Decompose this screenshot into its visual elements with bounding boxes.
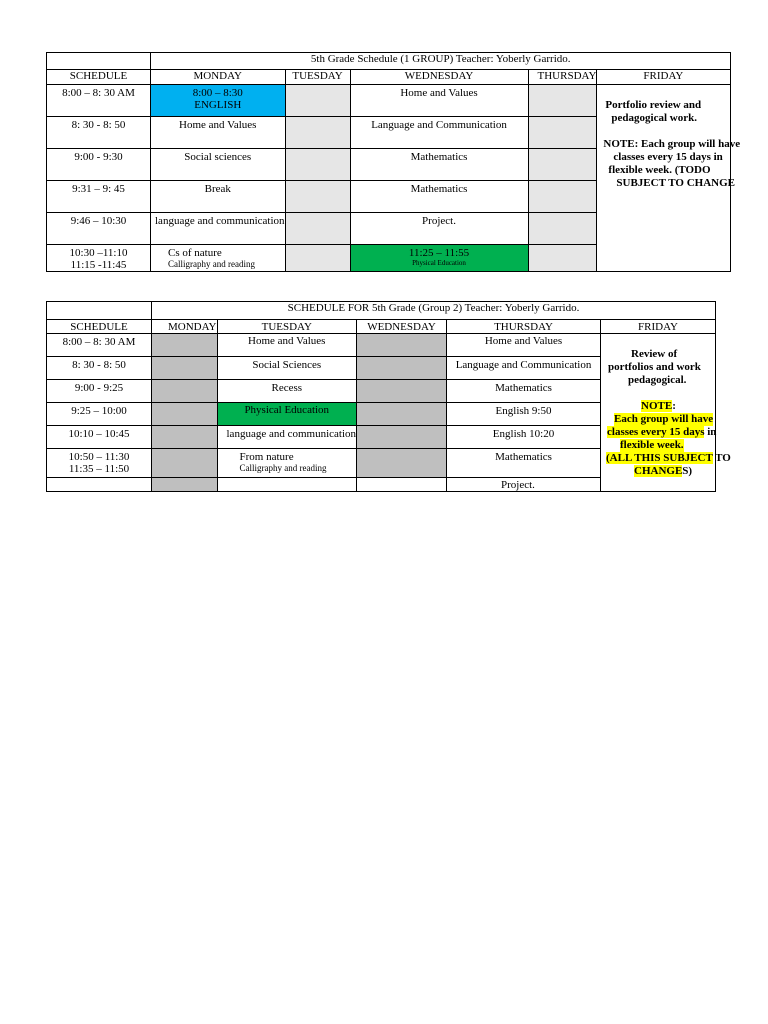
header-wednesday: WEDNESDAY — [350, 70, 528, 85]
time-line2: 11:15 -11:45 — [70, 259, 127, 271]
time-cell: 10:10 – 10:45 — [47, 426, 152, 449]
tuesday-pe-cell: Physical Education — [217, 403, 357, 426]
thursday-blank-cell — [528, 85, 597, 117]
monday-cell: Social sciences — [151, 149, 286, 181]
corner-cell — [47, 53, 151, 70]
monday-blank-cell — [152, 403, 218, 426]
header-monday: MONDAY — [152, 320, 218, 334]
tuesday-blank-cell — [285, 213, 350, 245]
header-schedule: SCHEDULE — [47, 320, 152, 334]
time-cell — [47, 449, 152, 478]
note-label-text: NOTE — [641, 400, 673, 412]
schedule-table-group1 — [46, 52, 741, 272]
note-line3: flexible week. — [620, 439, 684, 451]
tuesday-blank-cell — [285, 245, 350, 272]
thursday-cell: Project. — [447, 478, 601, 492]
monday-blank-cell — [152, 426, 218, 449]
tuesday-blank-cell — [285, 149, 350, 181]
note-line2 — [607, 426, 716, 439]
thursday-cell: Mathematics — [447, 449, 601, 478]
time-cell: 9:31 – 9: 45 — [47, 181, 151, 213]
tuesday-cell — [217, 449, 357, 478]
pe-time: 11:25 – 11:55 — [408, 247, 470, 259]
friday-notes-cell — [601, 334, 731, 492]
wednesday-blank-cell — [357, 449, 447, 478]
wednesday-cell: Home and Values — [350, 85, 528, 117]
note-colon: : — [672, 400, 676, 412]
time-line1: 10:30 –11:10 — [69, 247, 128, 259]
monday-english-time: 8:00 – 8:30 — [192, 87, 243, 99]
header-monday: MONDAY — [151, 70, 286, 85]
time-line1: 10:50 – 11:30 — [68, 451, 130, 463]
header-tuesday: TUESDAY — [285, 70, 350, 85]
note-line2-rest: in — [704, 426, 717, 438]
header-tuesday: TUESDAY — [217, 320, 357, 334]
group1-title: 5th Grade Schedule (1 GROUP) Teacher: Yoberly Garrido. — [151, 53, 731, 70]
time-cell: 8:00 – 8: 30 AM — [47, 334, 152, 357]
friday-line1: Review of — [631, 348, 678, 360]
note-line3: flexible week. (TODO — [608, 164, 711, 176]
friday-line3: pedagogical. — [628, 374, 687, 386]
time-cell — [47, 245, 151, 272]
tuesday-cell: Social Sciences — [217, 357, 357, 380]
group2-title: SCHEDULE FOR 5th Grade (Group 2) Teacher: Yoberly Garrido. — [152, 302, 716, 320]
note-line4: SUBJECT TO CHANGE — [616, 177, 735, 189]
monday-cell — [151, 245, 286, 272]
thursday-cell: Home and Values — [447, 334, 601, 357]
tuesday-line1: From nature — [239, 451, 294, 463]
friday-notes-cell — [597, 85, 741, 272]
wednesday-cell: Mathematics — [350, 181, 528, 213]
time-cell: 8: 30 - 8: 50 — [47, 357, 152, 380]
thursday-blank-cell — [528, 213, 597, 245]
monday-blank-cell — [152, 478, 218, 492]
monday-cell: Home and Values — [151, 117, 286, 149]
note-line4-hl: (ALL THIS SUBJECT — [606, 452, 713, 464]
tuesday-line2: Calligraphy and reading — [239, 463, 327, 473]
thursday-cell: English 9:50 — [447, 403, 601, 426]
monday-line1: Cs of nature — [168, 247, 222, 259]
note-line4-rest: TO — [712, 452, 731, 464]
header-thursday: THURSDAY — [447, 320, 601, 334]
monday-line2: Calligraphy and reading — [168, 259, 255, 269]
wednesday-blank-cell — [357, 478, 447, 492]
friday-line1: Portfolio review and — [605, 99, 702, 111]
wednesday-cell: Project. — [350, 213, 528, 245]
note-label — [641, 400, 676, 413]
tuesday-blank-cell — [285, 85, 350, 117]
wednesday-cell: Language and Communication — [350, 117, 528, 149]
thursday-blank-cell — [528, 181, 597, 213]
friday-line2: pedagogical work. — [611, 112, 697, 124]
tuesday-cell: Home and Values — [217, 334, 357, 357]
wednesday-blank-cell — [357, 357, 447, 380]
wednesday-blank-cell — [357, 426, 447, 449]
time-cell: 8:00 – 8: 30 AM — [47, 85, 151, 117]
note-line5-rest: S) — [682, 465, 693, 477]
thursday-blank-cell — [528, 149, 597, 181]
monday-blank-cell — [152, 334, 218, 357]
tuesday-cell: Recess — [217, 380, 357, 403]
thursday-blank-cell — [528, 117, 597, 149]
header-schedule: SCHEDULE — [47, 70, 151, 85]
tuesday-cell: language and communication — [217, 426, 357, 449]
wednesday-blank-cell — [357, 403, 447, 426]
note-line1: NOTE: Each group will have — [603, 138, 741, 150]
pe-label: Physical Education — [412, 259, 466, 267]
monday-cell: language and communication — [151, 213, 286, 245]
wednesday-blank-cell — [357, 334, 447, 357]
note-line5 — [634, 465, 692, 478]
header-wednesday: WEDNESDAY — [357, 320, 447, 334]
thursday-cell: Language and Communication — [447, 357, 601, 380]
thursday-cell: Mathematics — [447, 380, 601, 403]
monday-english-cell — [151, 85, 286, 117]
schedule-table-group2 — [46, 301, 731, 492]
note-line5-hl: CHANGE — [634, 465, 683, 477]
note-line2: classes every 15 days in — [613, 151, 723, 163]
header-friday: FRIDAY — [601, 320, 716, 334]
time-cell: 9:46 – 10:30 — [47, 213, 151, 245]
time-cell: 8: 30 - 8: 50 — [47, 117, 151, 149]
time-cell: 9:00 - 9:30 — [47, 149, 151, 181]
note-line1: Each group will have — [614, 413, 714, 425]
monday-cell: Break — [151, 181, 286, 213]
corner-cell — [47, 302, 152, 320]
wednesday-cell: Mathematics — [350, 149, 528, 181]
thursday-cell: English 10:20 — [447, 426, 601, 449]
thursday-blank-cell — [528, 245, 597, 272]
time-cell — [47, 478, 152, 492]
wednesday-blank-cell — [357, 380, 447, 403]
tuesday-cell — [217, 478, 357, 492]
note-line2-hl: classes every 15 days — [607, 426, 705, 438]
time-cell: 9:25 – 10:00 — [47, 403, 152, 426]
monday-blank-cell — [152, 357, 218, 380]
tuesday-blank-cell — [285, 181, 350, 213]
friday-line2: portfolios and work — [608, 361, 701, 373]
monday-blank-cell — [152, 380, 218, 403]
tuesday-blank-cell — [285, 117, 350, 149]
note-line4 — [606, 452, 731, 465]
wednesday-pe-cell — [350, 245, 528, 272]
monday-blank-cell — [152, 449, 218, 478]
header-friday: FRIDAY — [597, 70, 731, 85]
time-cell: 9:00 - 9:25 — [47, 380, 152, 403]
monday-english-label: ENGLISH — [194, 99, 242, 111]
header-thursday: THURSDAY — [528, 70, 597, 85]
time-line2: 11:35 – 11:50 — [68, 463, 130, 475]
